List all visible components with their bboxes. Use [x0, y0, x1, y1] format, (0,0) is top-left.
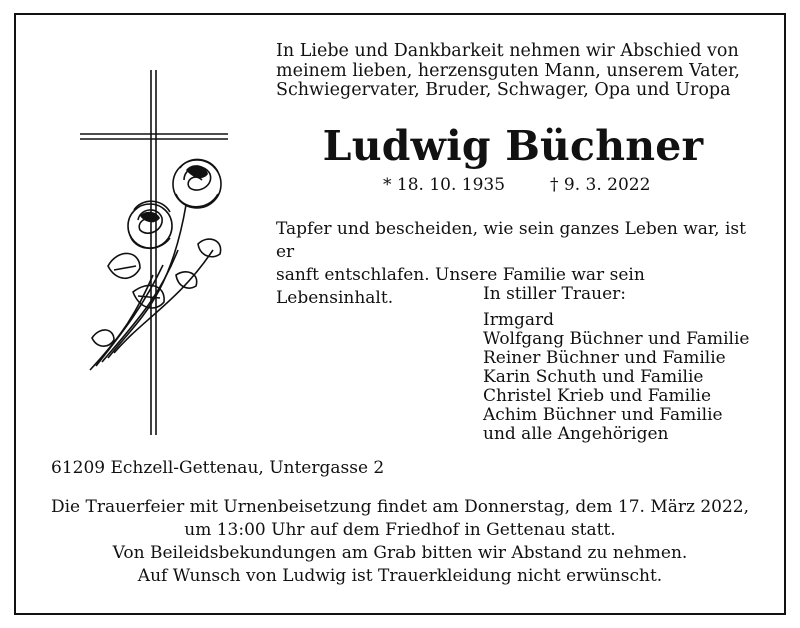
deceased-name: Ludwig Büchner — [322, 122, 704, 170]
cross-with-roses-icon — [78, 70, 238, 440]
service-information — [40, 496, 760, 588]
mourner-name: Achim Büchner und Familie — [483, 405, 723, 425]
birth-date: * 18. 10. 1935 — [383, 175, 506, 195]
family-address: 61209 Echzell-Gettenau, Untergasse 2 — [51, 458, 385, 478]
service-line: Auf Wunsch von Ludwig ist Trauerkleidung nicht erwünscht. — [137, 566, 663, 586]
mourner-name: und alle Angehörigen — [483, 424, 669, 444]
mourners-heading: In stiller Trauer: — [483, 284, 626, 304]
mourners-list — [483, 285, 749, 444]
tribute-text: Tapfer und bescheiden, wie sein ganzes Leben war, ist er sanft entschlafen. Unsere Familie war sein Lebensinhalt. — [276, 219, 746, 308]
mourner-name: Irmgard — [483, 310, 554, 330]
death-date: † 9. 3. 2022 — [550, 175, 651, 195]
farewell-intro: In Liebe und Dankbarkeit nehmen wir Abschied von meinem lieben, herzensguten Mann, unserem Vater, Schwiegervater, Bruder, Schwager, Opa und Uropa — [276, 41, 740, 100]
mourner-name: Karin Schuth und Familie — [483, 367, 704, 387]
service-line: Von Beileidsbekundungen am Grab bitten wir Abstand zu nehmen. — [112, 543, 688, 563]
mourner-name: Reiner Büchner und Familie — [483, 348, 726, 368]
mourner-name: Christel Krieb und Familie — [483, 386, 712, 406]
mourner-name: Wolfgang Büchner und Familie — [483, 329, 750, 349]
service-line: Die Trauerfeier mit Urnenbeisetzung findet am Donnerstag, dem 17. März 2022, — [50, 497, 750, 517]
service-line: um 13:00 Uhr auf dem Friedhof in Gettenau statt. — [184, 520, 616, 540]
